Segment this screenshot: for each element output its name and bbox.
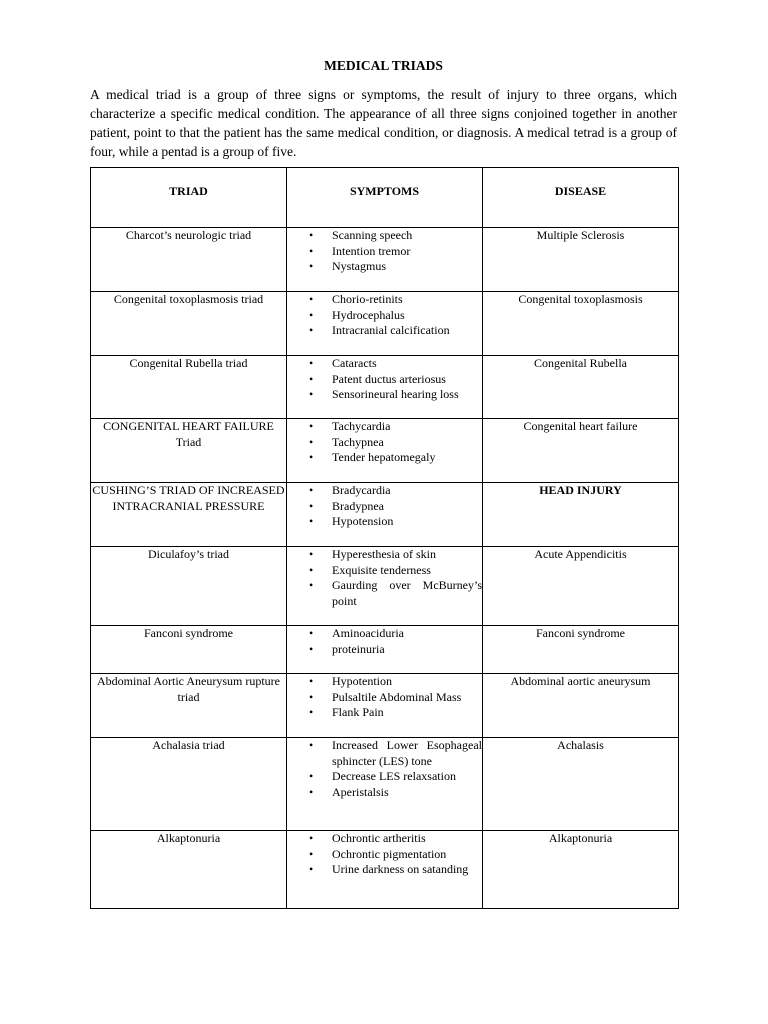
disease-cell: Abdominal aortic aneurysum <box>483 674 679 738</box>
symptom-item: • Nystagmus <box>287 259 482 275</box>
symptom-item: • Hypotention <box>287 674 482 690</box>
symptoms-list <box>287 831 482 878</box>
symptom-item: • Ochrontic pigmentation <box>287 847 482 863</box>
triad-cell: Congenital Rubella triad <box>91 356 287 419</box>
symptom-item: • proteinuria <box>287 642 482 658</box>
symptom-item: • Gaurding over McBurney’s point <box>287 578 482 609</box>
disease-cell: Congenital Rubella <box>483 356 679 419</box>
symptom-item: • Intracranial calcification <box>287 323 482 339</box>
triad-cell: CUSHING’S TRIAD OF INCREASED INTRACRANIAL PRESSURE <box>91 483 287 547</box>
symptoms-cell <box>287 831 483 909</box>
symptom-item: • Intention tremor <box>287 244 482 260</box>
header-disease: DISEASE <box>483 168 679 228</box>
table-row <box>91 419 679 483</box>
triad-cell: Diculafoy’s triad <box>91 547 287 626</box>
symptoms-list <box>287 547 482 609</box>
symptoms-cell <box>287 738 483 831</box>
header-triad: TRIAD <box>91 168 287 228</box>
symptom-item: • Pulsaltile Abdominal Mass <box>287 690 482 706</box>
symptoms-cell <box>287 292 483 356</box>
table-row <box>91 356 679 419</box>
header-symptoms: SYMPTOMS <box>287 168 483 228</box>
symptom-item: • Hyperesthesia of skin <box>287 547 482 563</box>
symptoms-cell <box>287 626 483 674</box>
symptoms-cell <box>287 674 483 738</box>
table-row <box>91 228 679 292</box>
triad-cell: Congenital toxoplasmosis triad <box>91 292 287 356</box>
triad-cell: Alkaptonuria <box>91 831 287 909</box>
table-row <box>91 626 679 674</box>
disease-cell: Achalasis <box>483 738 679 831</box>
symptom-item: • Sensorineural hearing loss <box>287 387 482 403</box>
symptoms-list <box>287 356 482 403</box>
triad-cell: Abdominal Aortic Aneurysum rupture triad <box>91 674 287 738</box>
symptoms-cell <box>287 547 483 626</box>
symptom-item: • Hypotension <box>287 514 482 530</box>
table-row <box>91 547 679 626</box>
symptom-item: • Tachypnea <box>287 435 482 451</box>
symptom-item: • Tender hepatomegaly <box>287 450 482 466</box>
symptoms-cell <box>287 419 483 483</box>
table-row <box>91 483 679 547</box>
table-row <box>91 292 679 356</box>
symptom-item: • Hydrocephalus <box>287 308 482 324</box>
symptoms-list <box>287 738 482 800</box>
symptoms-cell <box>287 356 483 419</box>
table-header <box>91 168 679 228</box>
symptoms-cell <box>287 228 483 292</box>
symptom-item: • Scanning speech <box>287 228 482 244</box>
symptoms-list <box>287 626 482 657</box>
disease-cell: Congenital heart failure <box>483 419 679 483</box>
intro-paragraph: A medical triad is a group of three signs or symptoms, the result of injury to three organs, which characterize a specific medical condition. The appearance of all three signs conjoined together in another patient, point to that the patient has the same medical condition, or diagnosis. A medical tetrad is a group of four, while a pentad is a group of five. <box>90 87 677 159</box>
table-row <box>91 831 679 909</box>
symptom-item: • Chorio-retinits <box>287 292 482 308</box>
triad-cell: CONGENITAL HEART FAILURE Triad <box>91 419 287 483</box>
symptom-item: • Decrease LES relaxsation <box>287 769 482 785</box>
symptoms-list <box>287 674 482 721</box>
symptoms-list <box>287 292 482 339</box>
symptom-item: • Ochrontic artheritis <box>287 831 482 847</box>
disease-cell: Congenital toxoplasmosis <box>483 292 679 356</box>
triad-cell: Charcot’s neurologic triad <box>91 228 287 292</box>
symptom-item: • Urine darkness on satanding <box>287 862 482 878</box>
symptom-item: • Patent ductus arteriosus <box>287 372 482 388</box>
page-title: MEDICAL TRIADS <box>324 58 443 73</box>
disease-cell: Alkaptonuria <box>483 831 679 909</box>
symptom-item: • Tachycardia <box>287 419 482 435</box>
symptoms-list <box>287 483 482 530</box>
symptom-item: • Aperistalsis <box>287 785 482 801</box>
symptom-item: • Aminoaciduria <box>287 626 482 642</box>
triad-cell: Achalasia triad <box>91 738 287 831</box>
symptom-item: • Exquisite tenderness <box>287 563 482 579</box>
symptom-item: • Bradypnea <box>287 499 482 515</box>
symptom-item: • Flank Pain <box>287 705 482 721</box>
symptoms-list <box>287 419 482 466</box>
triads-table <box>90 167 679 909</box>
triad-cell: Fanconi syndrome <box>91 626 287 674</box>
disease-cell: HEAD INJURY <box>483 483 679 547</box>
symptoms-cell <box>287 483 483 547</box>
symptom-item: • Cataracts <box>287 356 482 372</box>
disease-cell: Multiple Sclerosis <box>483 228 679 292</box>
table-body <box>91 228 679 909</box>
symptoms-list <box>287 228 482 275</box>
symptom-item: • Bradycardia <box>287 483 482 499</box>
disease-cell: Acute Appendicitis <box>483 547 679 626</box>
table-row <box>91 738 679 831</box>
symptom-item: • Increased Lower Esophageal sphincter (LES) tone <box>287 738 482 769</box>
disease-cell: Fanconi syndrome <box>483 626 679 674</box>
table-row <box>91 674 679 738</box>
